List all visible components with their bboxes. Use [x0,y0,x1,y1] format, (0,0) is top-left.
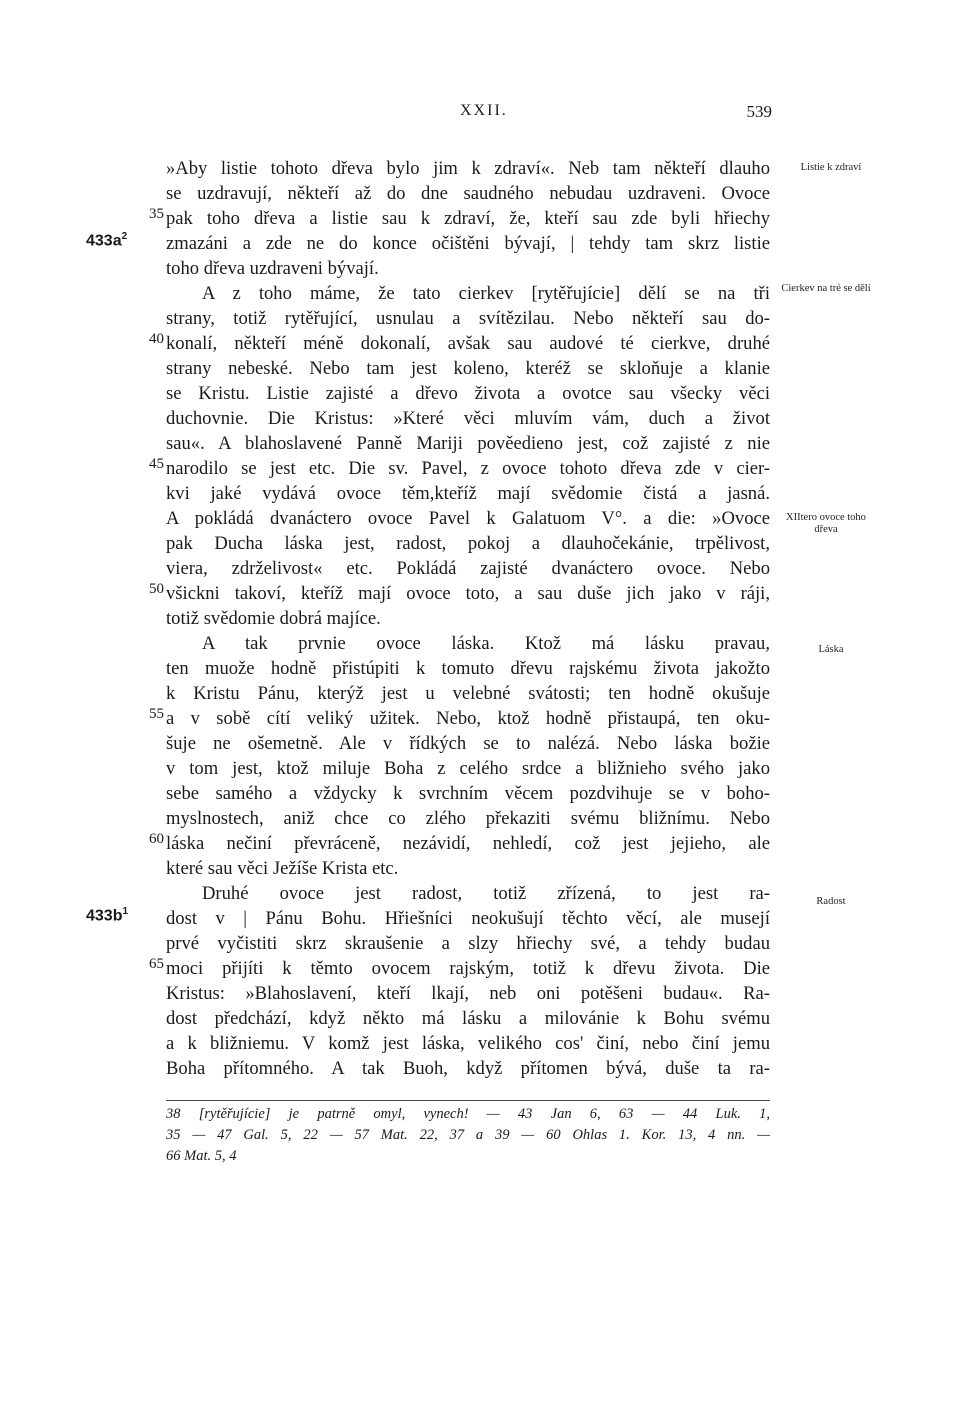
text-line: moci přijíti k těmto ovocem rajským, totiž k dřevu života. Die [166,958,770,979]
folio-mark: $433b^1$ [86,906,129,925]
text-line: sau«. A blahoslavené Panně Mariji pověedieno jest, což zajisté z nie [166,433,770,454]
text-line: a k bližniemu. V komž jest láska, velikého cos' činí, nebo činí jemu [166,1033,770,1054]
line-number: 40 [149,331,164,347]
marginal-note: Radost [816,896,846,907]
text-line: A pokládá dvanáctero ovoce Pavel k Galatuom V°. a die: »Ovoce [166,508,770,529]
text-line: A z toho máme, že tato cierkev [rytěřujície] dělí se na tři [202,283,770,304]
footnote-line: 66 Mat. 5, 4 [166,1148,237,1164]
footnote-line: 38 [rytěřujície] je patrně omyl, vynech! — 43 Jan 6, 63 — 44 Luk. 1, [166,1106,770,1122]
text-line: pak Ducha láska jest, radost, pokoj a dlauhočekánie, trpělivost, [166,533,770,554]
text-line: myslnostech, aniž chce co zlého překaziti svému bližnímu. Nebo [166,808,770,829]
text-line: láska nečiní převráceně, nezávidí, nehledí, což jest jejieho, ale [166,833,770,854]
text-line: které sau věci Ježíše Krista etc. [166,858,399,879]
page-number: 539 [746,102,772,121]
line-number: 65 [149,956,164,972]
text-line: totiž svědomie dobrá majíce. [166,608,381,629]
text-line: toho dřeva uzdraveni bývají. [166,258,379,279]
chapter-title: XXII. [460,102,508,119]
footnote-line: 35 — 47 Gal. 5, 22 — 57 Mat. 22, 37 a 39 — 60 Ohlas 1. Kor. 13, 4 nn. — [166,1127,770,1143]
line-number: 35 [149,206,164,222]
marginal-note: Cierkev na tré se dělí [781,283,871,294]
marginal-note: Listie k zdraví [800,162,862,173]
text-line: prvé vyčistiti skrz skraušenie a slzy hřiechy své, a tehdy budau [166,933,770,954]
text-line: sebe samého a vždycky k svrchním věcem pozdvihuje se v boho- [166,783,770,804]
text-line: strany, totiž rytěřující, usnulau a svítězilau. Nebo někteří sau do- [166,308,770,329]
text-line: strany nebeské. Nebo tam jest koleno, kteréž se skloňuje a klanie [166,358,770,379]
text-line: A tak prvnie ovoce láska. Ktož má lásku pravau, [202,633,770,654]
running-head [160,94,780,124]
marginal-note: Láska [818,644,844,655]
text-line: Druhé ovoce jest radost, totiž zřízená, to jest ra- [202,883,770,904]
text-line: k Kristu Pánu, kterýž jest u velebné svátosti; ten hodně okušuje [166,683,770,704]
footnotes [166,1104,770,1167]
text-line: narodilo se jest etc. Die sv. Pavel, z ovoce tohoto dřeva zde v cier- [166,458,770,479]
text-line: šuje ne ošemetně. Ale v řídkých se to nalézá. Nebo láska božie [166,733,770,754]
folio-mark: $433a^2$ [86,231,128,250]
text-line: Kristus: »Blahoslavení, kteří lkají, neb oni potěšeni budau«. Ra- [166,983,770,1004]
text-line: dost předchází, když někto má lásku a milovánie k Bohu svému [166,1008,770,1029]
text-line: se uzdravují, někteří až do dne saudného nebudau uzdraveni. Ovoce [166,183,770,204]
text-line: pak toho dřeva a listie sau k zdraví, že, kteří sau zde byli hřiechy [166,208,770,229]
text-line: ten muože hodně přistúpiti k tomuto dřevu rajskému života jakožto [166,658,770,679]
line-number: 45 [149,456,164,472]
text-line: dost v | Pánu Bohu. Hřiešníci neokušují těchto věcí, ale musejí [166,908,770,929]
text-line: viera, zdrželivost« etc. Pokládá zajisté dvanáctero ovoce. Nebo [166,558,770,579]
line-number: 55 [149,706,164,722]
text-line: se Kristu. Listie zajisté a dřevo života a ovotce sau všecky věci [166,383,770,404]
text-line: zmazáni a zde ne do konce očištěni bývají, | tehdy tam skrz listie [166,233,770,254]
text-line: kvi jaké vydává ovoce těm,kteříž mají svědomie čistá a jasná. [166,483,770,504]
marginal-note: XIItero ovoce toho dřeva [786,512,866,535]
text-line: a v sobě cítí veliký užitek. Nebo, ktož hodně přistaupá, ten oku- [166,708,770,729]
line-number: 60 [149,831,164,847]
text-line: v tom jest, ktož miluje Boha z celého srdce a bližnieho svého jako [166,758,770,779]
main-text [166,156,770,1081]
footnote-rule [166,1100,770,1101]
text-line: duchovnie. Die Kristus: »Které věci mluvím vám, duch a život [166,408,770,429]
text-line: všickni takoví, kteříž mají ovoce toto, a sau duše jich jako v ráji, [166,583,770,604]
line-number: 50 [149,581,164,597]
text-line: konalí, někteří méně dokonalí, avšak sau audové té cierkve, druhé [166,333,770,354]
text-line: »Aby listie tohoto dřeva bylo jim k zdraví«. Neb tam někteří dlauho [166,158,770,179]
text-line: Boha přítomného. A tak Buoh, když přítomen bývá, duše ta ra- [166,1058,770,1079]
